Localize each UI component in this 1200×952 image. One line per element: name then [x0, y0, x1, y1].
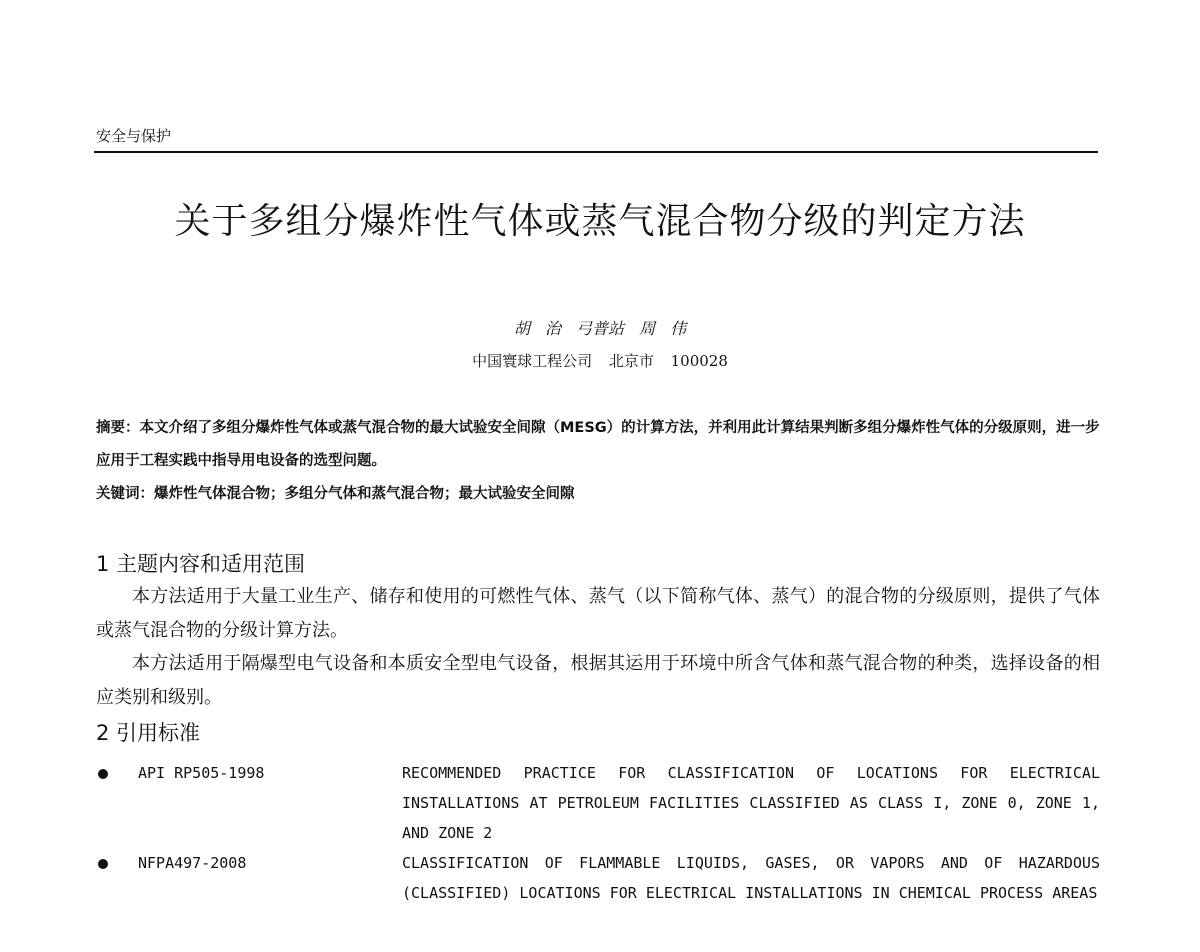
paragraph: 本方法适用于隔爆型电气设备和本质安全型电气设备，根据其运用于环境中所含气体和蒸气混合物的种类，选择设备的相应类别和级别。: [96, 653, 1100, 708]
authors: 胡 治 弓普站 周 伟: [513, 319, 687, 338]
reference-item: [96, 758, 1100, 848]
reference-description: CLASSIFICATION OF FLAMMABLE LIQUIDS, GASES, OR VAPORS AND OF HAZARDOUS (CLASSIFIED) LOCATIONS FOR ELECTRICAL INSTALLATIONS IN CHEMICAL PROCESS AREAS: [402, 854, 1100, 902]
section-heading-2: 2 引用标准: [96, 721, 201, 745]
paragraph: 本方法适用于大量工业生产、储存和使用的可燃性气体、蒸气（以下简称气体、蒸气）的混合物的分级原则，提供了气体或蒸气混合物的分级计算方法。: [96, 586, 1100, 641]
abstract: 摘要：本文介绍了多组分爆炸性气体或蒸气混合物的最大试验安全间隙（MESG）的计算方法，并利用此计算结果判断多组分爆炸性气体的分级原则，进一步应用于工程实践中指导用电设备的选型问题。: [96, 420, 1100, 469]
bullet-icon: [98, 769, 108, 779]
section-1-body: [96, 580, 1100, 648]
header-rule: [94, 151, 1098, 153]
keywords: 关键词：爆炸性气体混合物；多组分气体和蒸气混合物；最大试验安全间隙: [96, 486, 575, 502]
reference-item: [96, 848, 1100, 908]
bullet-icon: [98, 859, 108, 869]
reference-code: NFPA497-2008: [138, 854, 247, 872]
section-tag: 安全与保护: [96, 127, 172, 145]
affiliation: 中国寰球工程公司 北京市 100028: [472, 352, 728, 370]
reference-description: RECOMMENDED PRACTICE FOR CLASSIFICATION OF LOCATIONS FOR ELECTRICAL INSTALLATIONS AT PETROLEUM FACILITIES CLASSIFIED AS CLASS I, ZONE 0, ZONE 1, AND ZONE 2: [402, 764, 1100, 842]
reference-code: API RP505-1998: [138, 764, 265, 782]
section-heading-1: 1 主题内容和适用范围: [96, 552, 306, 576]
abstract-block: [96, 412, 1100, 511]
article-title: 关于多组分爆炸性气体或蒸气混合物分级的判定方法: [174, 201, 1026, 242]
section-1-body-2: [96, 647, 1100, 715]
reference-list: [96, 758, 1100, 908]
